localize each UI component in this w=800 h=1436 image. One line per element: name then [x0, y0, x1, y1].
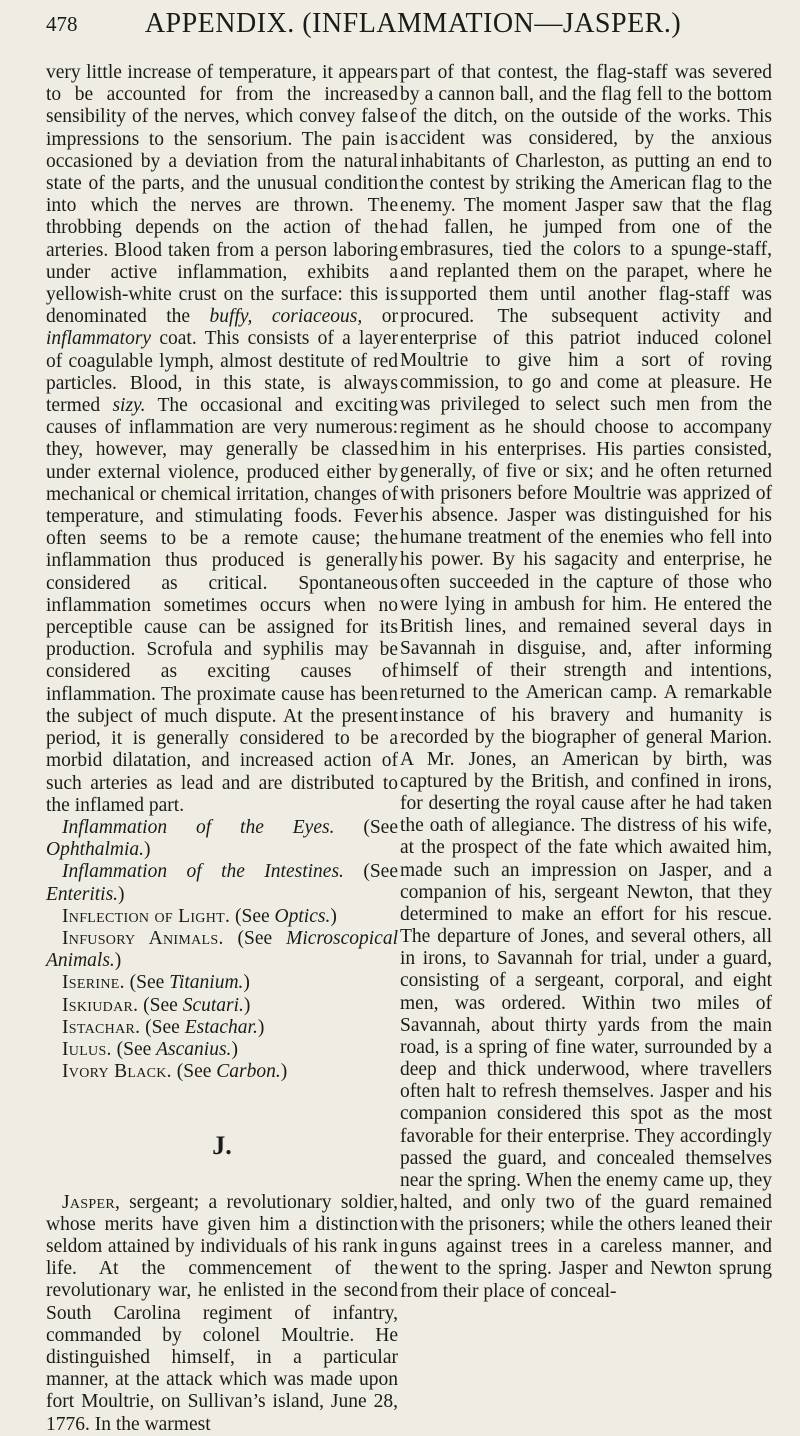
entry-see: (See: [111, 1038, 157, 1060]
entry-target: Enteritis.: [46, 883, 119, 905]
entry-term: Iserine.: [62, 972, 125, 994]
running-title: APPENDIX. (INFLAMMATION—JASPER.): [144, 8, 682, 39]
term-inflammatory: inflammatory: [46, 328, 152, 350]
entry-close: ): [231, 1038, 238, 1060]
entry-close: ): [118, 883, 125, 905]
entry-close: ): [280, 1061, 288, 1083]
entry-term: Iulus.: [62, 1038, 112, 1060]
entry: [46, 1017, 398, 1039]
entry-see: (See: [138, 994, 183, 1016]
entry-inflammation-intestines: [46, 861, 398, 905]
right-column: [400, 62, 772, 1303]
entry: [46, 1039, 398, 1061]
entry-target: Titanium.: [169, 972, 244, 994]
entry-target: Ophthalmia.: [46, 839, 145, 861]
entry-target: Estachar.: [184, 1016, 258, 1038]
entry-target: Ascanius.: [156, 1038, 232, 1060]
paragraph-text: very little increase of temperature, it appears to be accounted for from the increased sensibility of the nerves, which convey false impressions to the sensorium. The pain is occasioned by a deviation from the natural state of the parts, and the unusual condition into which the nerves are thrown. The throbbing depends on the action of the arteries. Blood taken from a person laboring under active inflammation, exhibits a yellowish-white crust on the surface: this is denominated the: [46, 62, 398, 328]
entry: [46, 995, 398, 1017]
entry-see: (See: [124, 972, 170, 994]
left-column: [46, 62, 398, 1436]
entry-target: Optics.: [274, 905, 331, 927]
entry-term: Inflammation of the Intestines.: [62, 861, 344, 883]
entry-close: ): [243, 994, 251, 1016]
entry-see: (See: [171, 1061, 217, 1083]
entry-target: Microscopical Animals.: [46, 927, 398, 972]
entry-inflammation-eyes: [46, 817, 398, 861]
entry-close: ): [114, 950, 122, 972]
term-sizy: sizy.: [112, 395, 146, 417]
entry-close: ): [144, 839, 151, 861]
entry-term: Jasper: [62, 1191, 115, 1213]
page-header: [46, 8, 780, 48]
entry-term: Inflammation of the Eyes.: [62, 816, 335, 838]
entry-term: Infusory Animals.: [62, 927, 224, 949]
entry-term: Iskiudar.: [62, 994, 139, 1016]
entry-see: (See: [140, 1016, 185, 1038]
entry-close: ): [257, 1016, 265, 1038]
entry-term: Istachar.: [62, 1016, 141, 1038]
entry-see: (See: [334, 816, 398, 838]
entry-term: Ivory Black.: [62, 1061, 172, 1083]
entry-see: (See: [223, 927, 287, 949]
entry-target: Scutari.: [182, 994, 244, 1016]
entry: [46, 928, 398, 972]
paragraph-text: The occasional and exciting causes of inflammation are very numerous: they, however, may generally be classed under external violence, produced either by mechanical or chemical irritation, changes of temperature, and stimulating foods. Fever often seems to be a remote cause; the inflammation thus produced is generally considered as critical. Spontaneous inflammation sometimes occurs when no perceptible cause can be assigned for its production. Scrofula and syphilis may be considered as exciting causes of inflammation. The proximate cause has been the subject of much dispute. At the present period, it is generally considered to be a morbid dilatation, and increased action of such arteries as lead and are distributed to the inflamed part.: [46, 395, 398, 816]
page-number: 478: [46, 12, 78, 36]
paragraph-text: coat. This consists of a layer of coagulable lymph, almost destitute of red particles. Blood, in this state, is always termed: [46, 328, 398, 417]
term-buffy: buffy, coriaceous,: [209, 306, 363, 328]
entry-see: (See: [230, 905, 275, 927]
text-or: or: [362, 306, 399, 328]
jasper-continued-paragraph: part of that contest, the flag-staff was severed by a cannon ball, and the flag fell to the bottom of the ditch, on the outside of the works. This accident was considered, by the anxious inhabitants of Charleston, as putting an end to the contest by striking the American flag to the enemy. The moment Jasper saw that the flag had fallen, he jumped from one of the embrasures, tied the colors to a spunge-staff, and replanted them on the parapet, where he supported them until another flag-staff was procured. The subsequent activity and enterprise of this patriot induced colonel Moultrie to give him a sort of roving commission, to go and come at pleasure. He was privileged to select such men from the regiment as he should choose to accompany him in his enterprises. His parties consisted, generally, of five or six; and he often returned with prisoners before Moultrie was apprized of his absence. Jasper was distinguished for his humane treatment of the enemies who fell into his power. By his sagacity and enterprise, he often succeeded in the capture of those who were lying in ambush for him. He entered the British lines, and remained several days in Savannah in disguise, and, after informing himself of their strength and intentions, returned to the American camp. A remarkable instance of his bravery and humanity is recorded by the biographer of general Marion. A Mr. Jones, an American by birth, was captured by the British, and confined in irons, for deserting the royal cause after he had taken the oath of allegiance. The distress of his wife, at the prospect of the fate which awaited him, made such an impression on Jasper, and a companion of his, sergeant Newton, that they determined to make an effort for his rescue. The departure of Jones, and several others, all in irons, to Savannah for trial, under a guard, consisting of a sergeant, corporal, and eight men, was ordered. Within two miles of Savannah, about thirty yards from the main road, is a spring of fine water, surrounded by a deep and thick underwood, where travellers often halt to refresh themselves. Jasper and his companion considered this spot as the most favorable for their enterprise. They accordingly passed the guard, and concealed themselves near the spring. When the enemy came up, they halted, and only two of the guard remained with the prisoners; while the others leaned their guns against trees in a careless manner, and went to the spring. Jasper and Newton sprung from their place of conceal-: [400, 62, 772, 1302]
jasper-paragraph: [46, 1192, 398, 1436]
entry-close: ): [243, 972, 250, 994]
inflammation-paragraph: [46, 62, 398, 817]
entry-target: Carbon.: [216, 1061, 281, 1083]
entry: [46, 906, 398, 928]
entry: [46, 1061, 398, 1083]
entry: [46, 972, 398, 994]
entry-close: ): [330, 905, 337, 927]
entry-see: (See: [343, 861, 398, 883]
section-letter: J.: [212, 1131, 232, 1161]
paragraph-text: , sergeant; a revolutionary soldier, whose merits have given him a distinction seldom attained by individuals of his rank in life. At the commencement of the revolutionary war, he enlisted in the second South Carolina regiment of infantry, commanded by colonel Moultrie. He distinguished himself, in a particular manner, at the attack which was made upon fort Moultrie, on Sullivan’s island, June 28, 1776. In the warmest: [46, 1191, 398, 1435]
entry-term: Inflection of Light.: [62, 905, 231, 927]
